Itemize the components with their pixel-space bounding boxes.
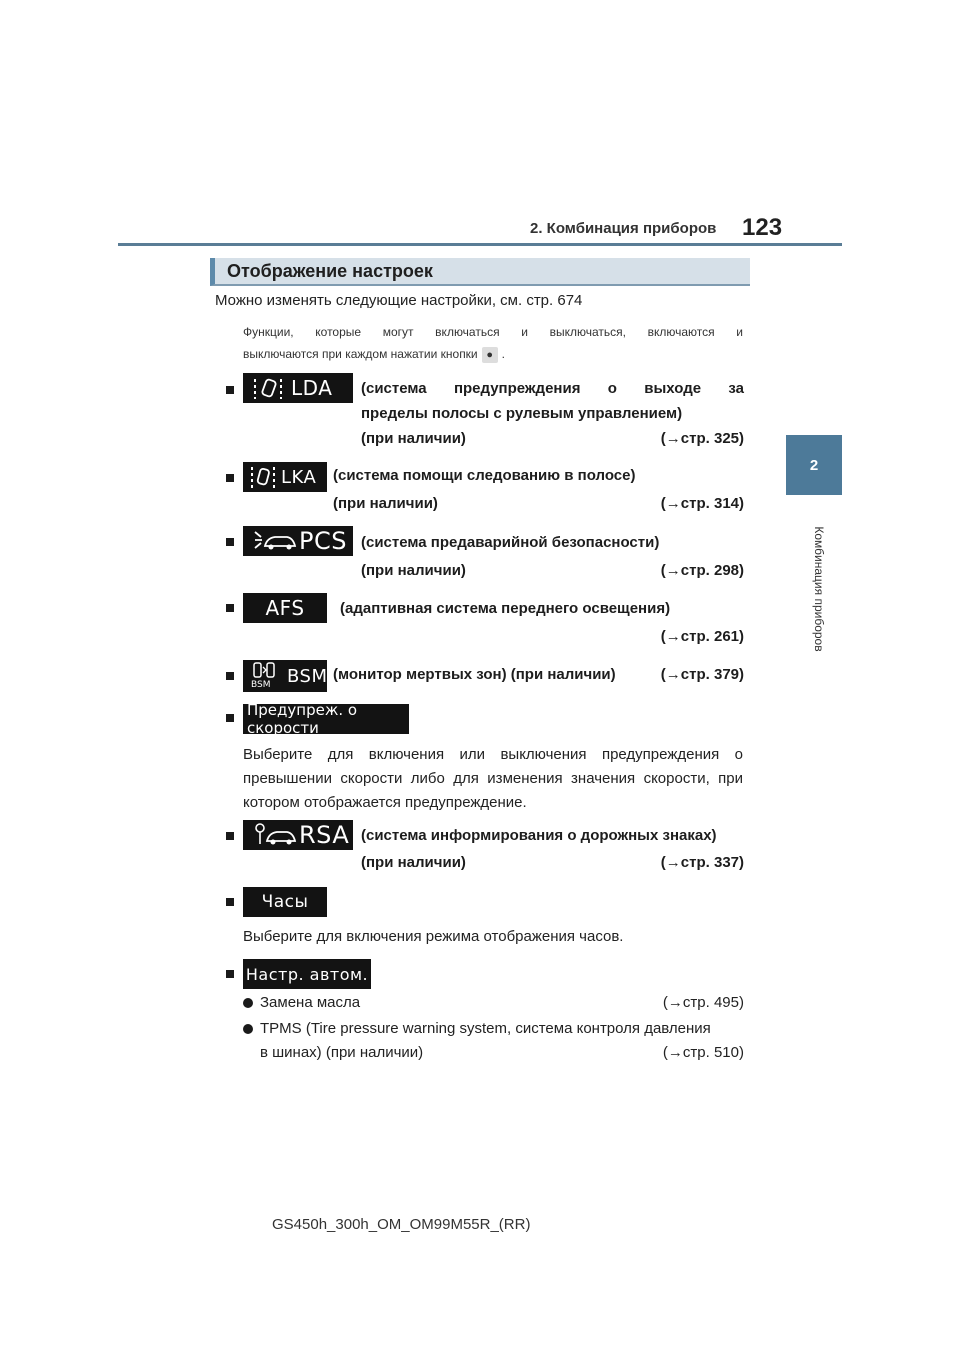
afs-desc-line-1: (адаптивная система переднего освещения): [340, 600, 671, 617]
lda-desc-line-1: (система предупреждения о выходе за: [361, 380, 744, 397]
bullet-square-icon: [226, 970, 234, 978]
header-divider: [118, 243, 842, 246]
bullet-dot-icon: [243, 1024, 253, 1034]
speed-desc-line-3: котором отображается предупреждение.: [243, 794, 527, 811]
note-line-2-end: .: [501, 347, 505, 361]
bsm-desc-line-1: (монитор мертвых зон) (при наличии): [333, 666, 616, 683]
lka-badge-label: LKA: [281, 466, 317, 488]
auto-settings-badge: [243, 959, 371, 989]
bsm-badge: [243, 660, 327, 692]
speed-desc-line-2: превышении скорости либо для изменения значения скорости, при: [243, 770, 743, 787]
bullet-square-icon: [226, 474, 234, 482]
bullet-square-icon: [226, 672, 234, 680]
pcs-page-ref: (→стр. 298): [660, 562, 744, 579]
lka-page-ref: (→стр. 314): [660, 495, 744, 512]
speed-warning-badge: [243, 701, 409, 737]
lda-desc-line-2: пределы полосы с рулевым управлением): [361, 405, 683, 422]
speed-warning-badge-label: Предупреж. о скорости: [247, 701, 358, 737]
lda-availability: (при наличии): [361, 430, 466, 447]
pre-collision-icon: [253, 528, 297, 554]
bullet-square-icon: [226, 538, 234, 546]
pcs-badge-label: PCS: [299, 527, 347, 555]
oil-change-text: Замена масла: [260, 994, 361, 1011]
section-header: 2. Комбинация приборов: [530, 220, 717, 237]
pcs-desc-line-1: (система предаварийной безопасности): [361, 534, 660, 551]
bullet-square-icon: [226, 386, 234, 394]
rsa-desc-line-1: (система информирования о дорожных знаках): [361, 827, 717, 844]
afs-badge: [243, 593, 327, 623]
lka-availability: (при наличии): [333, 495, 438, 512]
rsa-badge: [243, 820, 353, 850]
oil-change-page-ref: (→стр. 495): [662, 994, 744, 1011]
select-button-icon: ●: [482, 347, 498, 363]
lka-badge: [243, 462, 327, 492]
rsa-badge-label: RSA: [299, 821, 350, 849]
bullet-square-icon: [226, 604, 234, 612]
auto-settings-badge-label: Настр. автом.: [245, 964, 369, 984]
note-line-2-text: выключаются при каждом нажатии кнопки: [243, 347, 478, 361]
lane-keep-icon: [249, 464, 277, 490]
intro-text: Можно изменять следующие настройки, см. стр. 674: [215, 292, 583, 309]
bsm-badge-label: BSM: [287, 665, 328, 687]
lda-badge-label: LDA: [291, 376, 333, 400]
section-title: Отображение настроек: [227, 261, 433, 281]
bullet-square-icon: [226, 714, 234, 722]
chapter-tab: 2: [786, 435, 842, 495]
lka-desc-line-1: (система помощи следованию в полосе): [333, 467, 636, 484]
clock-badge-label: Часы: [261, 892, 309, 912]
lda-badge: [243, 373, 353, 403]
clock-badge: [243, 887, 327, 917]
bullet-square-icon: [226, 832, 234, 840]
section-title-bar: [210, 258, 750, 286]
afs-page-ref: (→стр. 261): [660, 628, 744, 645]
blind-spot-icon: [251, 661, 281, 691]
page-number: 123: [742, 214, 783, 241]
note-line-1: Функции, которые могут включаться и выключаться, включаются и: [243, 325, 743, 339]
bsm-page-ref: (→стр. 379): [660, 666, 744, 683]
afs-badge-label: AFS: [265, 596, 305, 620]
note-line-2: [243, 343, 505, 365]
bullet-square-icon: [226, 898, 234, 906]
document-code: GS450h_300h_OM_OM99M55R_(RR): [272, 1216, 531, 1233]
road-sign-icon: [253, 822, 297, 848]
tpms-line-2: в шинах) (при наличии): [260, 1044, 424, 1061]
chapter-tab-label: Комбинация приборов: [812, 526, 826, 652]
speed-desc-line-1: Выберите для включения или выключения предупреждения о: [243, 746, 743, 763]
lane-departure-icon: [251, 375, 285, 401]
tpms-page-ref: (→стр. 510): [662, 1044, 744, 1061]
lda-page-ref: (→стр. 325): [660, 430, 744, 447]
pcs-badge: [243, 526, 353, 556]
pcs-availability: (при наличии): [361, 562, 466, 579]
bullet-dot-icon: [243, 998, 253, 1008]
rsa-page-ref: (→стр. 337): [660, 854, 744, 871]
rsa-availability: (при наличии): [361, 854, 466, 871]
bsm-small-label: BSM: [251, 680, 271, 690]
tpms-line-1: TPMS (Tire pressure warning system, система контроля давления: [260, 1020, 711, 1037]
clock-desc: Выберите для включения режима отображения часов.: [243, 928, 624, 945]
